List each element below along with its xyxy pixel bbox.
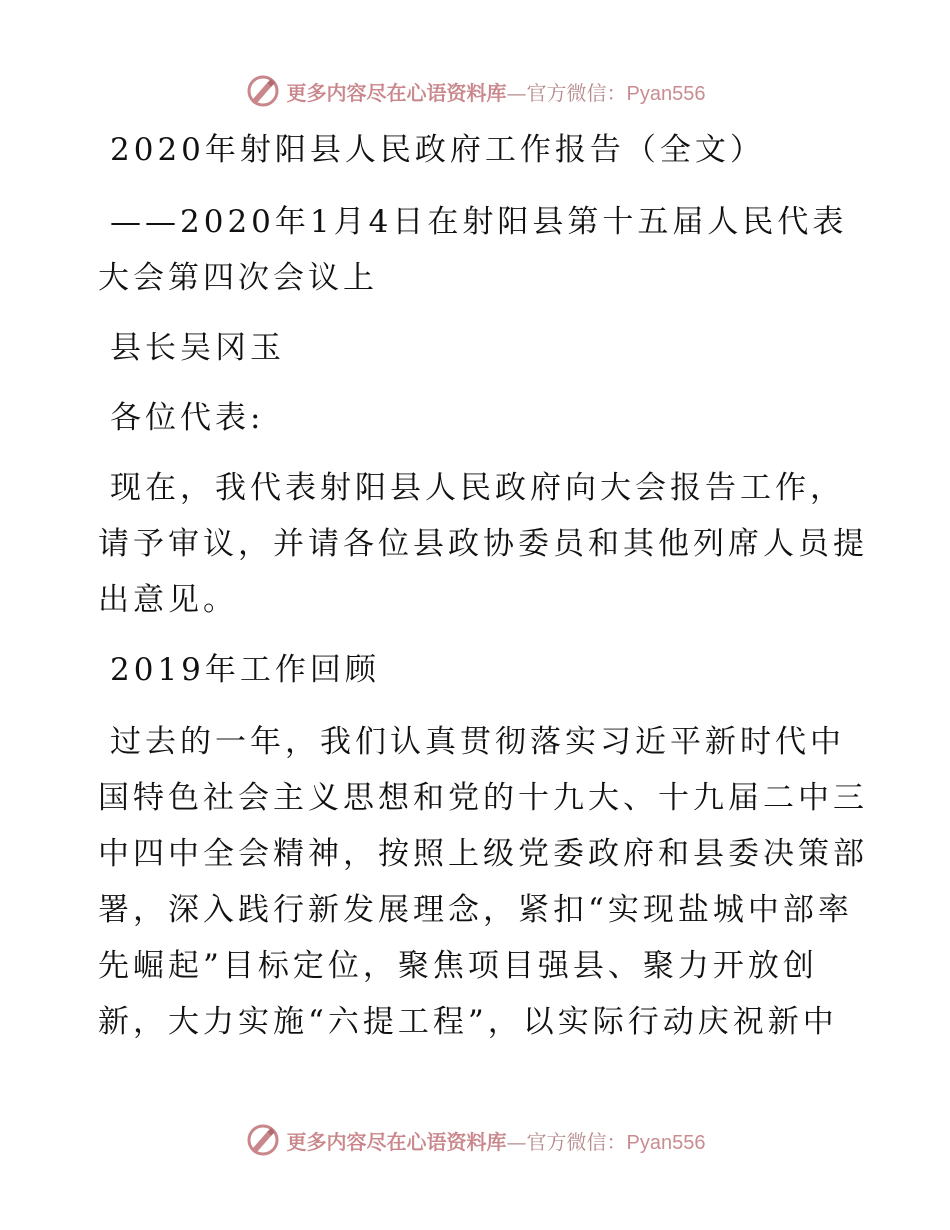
body-line-5: 先崛起”目标定位，聚焦项目强县、聚力开放创 [98, 948, 818, 984]
body-line-1: 过去的一年，我们认真贯彻落实习近平新时代中 [110, 724, 845, 760]
watermark-sub: —官方微信： [506, 80, 627, 105]
footer-watermark [0, 1120, 950, 1160]
header-watermark [0, 71, 950, 111]
watermark-wechat-id: Pyan556 [626, 82, 706, 105]
body-line-4: 署，深入践行新发展理念，紧扣“实现盐城中部率 [98, 892, 853, 928]
speaker-line: 县长吴冈玉 [110, 330, 285, 366]
document-subtitle-line-1: ——2020年1月4日在射阳县第十五届人民代表 [110, 204, 848, 240]
watermark-brand: 更多内容尽在心语资料库 [286, 1129, 507, 1154]
intro-line-2: 请予审议，并请各位县政协委员和其他列席人员提 [98, 526, 868, 562]
watermark-text [287, 77, 706, 106]
document-subtitle-line-2: 大会第四次会议上 [98, 260, 378, 296]
intro-line-1: 现在，我代表射阳县人民政府向大会报告工作， [110, 470, 845, 506]
watermark-text [287, 1126, 706, 1155]
intro-line-3: 出意见。 [98, 582, 238, 618]
watermark-brand: 更多内容尽在心语资料库 [286, 80, 507, 105]
document-title: 2020年射阳县人民政府工作报告（全文） [110, 132, 765, 168]
salutation: 各位代表: [110, 400, 265, 436]
pen-logo-icon [245, 73, 281, 109]
section-heading: 2019年工作回顾 [110, 652, 380, 688]
document-body [98, 122, 868, 1050]
body-line-6: 新，大力实施“六提工程”，以实际行动庆祝新中 [98, 1004, 838, 1040]
watermark-sub: —官方微信： [506, 1129, 627, 1154]
watermark-wechat-id: Pyan556 [626, 1131, 706, 1154]
pen-logo-icon [245, 1122, 281, 1158]
body-line-2: 国特色社会主义思想和党的十九大、十九届二中三 [98, 780, 868, 816]
body-line-3: 中四中全会精神，按照上级党委政府和县委决策部 [98, 836, 868, 872]
